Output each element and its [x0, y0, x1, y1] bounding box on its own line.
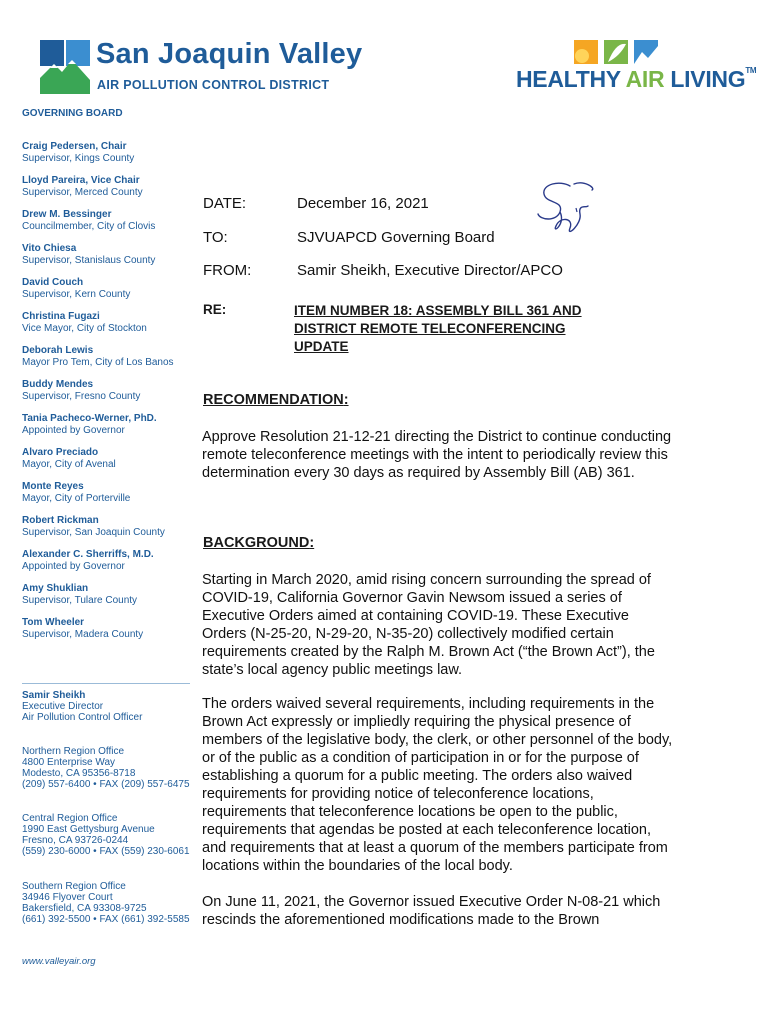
member-role: Mayor, City of Porterville: [22, 493, 131, 504]
office-city: Modesto, CA 95356-8718: [22, 768, 136, 779]
officer-title: Executive Director: [22, 701, 104, 712]
member-name: Christina Fugazi: [22, 311, 100, 322]
board-member: [22, 413, 202, 447]
board-member: [22, 617, 202, 651]
recommendation-heading: RECOMMENDATION:: [203, 392, 349, 408]
board-member: [22, 379, 202, 413]
brand-living: LIVING: [664, 66, 746, 92]
board-member: [22, 141, 202, 175]
re-label: RE:: [203, 302, 227, 317]
member-name: Amy Shuklian: [22, 583, 89, 594]
northern-region-office: [22, 746, 190, 790]
brand-wordmark: [516, 66, 756, 93]
re-line-3: UPDATE: [294, 339, 349, 354]
governing-board-heading: GOVERNING BOARD: [22, 108, 123, 119]
board-member: [22, 583, 202, 617]
trademark: TM: [745, 66, 757, 75]
office-street: 34946 Flyover Court: [22, 892, 113, 903]
member-name: Monte Reyes: [22, 481, 84, 492]
member-role: Supervisor, San Joaquin County: [22, 527, 165, 538]
office-phone: (209) 557-6400 • FAX (209) 557-6475: [22, 779, 190, 790]
member-name: Craig Pedersen, Chair: [22, 141, 127, 152]
to-label: TO:: [203, 229, 228, 246]
mountain-logo-icon: [40, 40, 90, 94]
board-member: [22, 549, 202, 583]
to-value: SJVUAPCD Governing Board: [297, 229, 495, 246]
member-role: Supervisor, Fresno County: [22, 391, 141, 402]
board-member: [22, 311, 202, 345]
officer-name: Samir Sheikh: [22, 690, 86, 701]
date-label: DATE:: [203, 195, 247, 212]
member-role: Supervisor, Madera County: [22, 629, 144, 640]
brand-healthy: HEALTHY: [516, 66, 626, 92]
office-city: Bakersfield, CA 93308-9725: [22, 903, 147, 914]
office-street: 4800 Enterprise Way: [22, 757, 116, 768]
member-name: Drew M. Bessinger: [22, 209, 112, 220]
background-heading-text: BACKGROUND: [203, 535, 310, 551]
board-member: [22, 515, 202, 549]
from-label: FROM:: [203, 262, 252, 279]
member-role: Mayor, City of Avenal: [22, 459, 116, 470]
office-name: Northern Region Office: [22, 746, 125, 757]
date-value: December 16, 2021: [297, 195, 429, 212]
office-phone: (559) 230-6000 • FAX (559) 230-6061: [22, 846, 190, 857]
brand-air: AIR: [625, 66, 665, 92]
member-role: Vice Mayor, City of Stockton: [22, 323, 147, 334]
office-name: Southern Region Office: [22, 881, 126, 892]
member-name: Alexander C. Sherriffs, M.D.: [22, 549, 154, 560]
board-member-list: [22, 141, 202, 651]
member-role: Supervisor, Stanislaus County: [22, 255, 156, 266]
member-name: Robert Rickman: [22, 515, 99, 526]
member-role: Appointed by Governor: [22, 561, 125, 572]
member-role: Mayor Pro Tem, City of Los Banos: [22, 357, 174, 368]
member-name: Tom Wheeler: [22, 617, 85, 628]
healthy-air-living-logo: [516, 36, 757, 96]
office-phone: (661) 392-5500 • FAX (661) 392-5585: [22, 914, 190, 925]
sjv-logo: [40, 38, 363, 98]
org-subtitle: AIR POLLUTION CONTROL DISTRICT: [97, 78, 330, 92]
member-role: Supervisor, Kern County: [22, 289, 131, 300]
org-name: San Joaquin Valley: [96, 38, 363, 70]
background-paragraph-3: On June 11, 2021, the Governor issued Executive Order N-08-21 which rescinds the aforementioned modifications made to the Brown: [202, 894, 661, 928]
member-role: Supervisor, Tulare County: [22, 595, 138, 606]
member-role: Councilmember, City of Clovis: [22, 221, 156, 232]
office-street: 1990 East Gettysburg Avenue: [22, 824, 155, 835]
member-role: Appointed by Governor: [22, 425, 125, 436]
office-city: Fresno, CA 93726-0244: [22, 835, 129, 846]
board-member: [22, 209, 202, 243]
background-paragraph-1: Starting in March 2020, amid rising concern surrounding the spread of COVID-19, California Governor Gavin Newsom issued a series of Executive Orders aimed at containing COVID-19. These Executive Orders (N-25-20, N-29-20, N-35-20) collectively modified certain requirements created by the Ralph M. Brown Act (“the Brown Act”), the state’s local agency public meetings law.: [202, 572, 655, 678]
website-link[interactable]: www.valleyair.org: [22, 956, 96, 967]
member-name: Tania Pacheco-Werner, PhD.: [22, 413, 157, 424]
member-name: Vito Chiesa: [22, 243, 77, 254]
southern-region-office: [22, 881, 190, 925]
recommendation-text: Approve Resolution 21-12-21 directing the District to continue conducting remote teleconference meetings with the intent to periodically review this determination every 30 days as required by Assembly Bill (AB) 361.: [202, 429, 672, 481]
sidebar-divider: [22, 683, 190, 684]
re-line-2: DISTRICT REMOTE TELECONFERENCING: [294, 321, 566, 336]
board-member: [22, 481, 202, 515]
board-member: [22, 447, 202, 481]
board-member: [22, 243, 202, 277]
signature-icon: [530, 178, 600, 240]
member-name: Lloyd Pareira, Vice Chair: [22, 175, 140, 186]
board-member: [22, 345, 202, 379]
office-name: Central Region Office: [22, 813, 118, 824]
member-name: Alvaro Preciado: [22, 447, 99, 458]
executive-officer: [22, 690, 142, 723]
member-role: Supervisor, Merced County: [22, 187, 143, 198]
from-value: Samir Sheikh, Executive Director/APCO: [297, 262, 563, 279]
member-role: Supervisor, Kings County: [22, 153, 135, 164]
member-name: Deborah Lewis: [22, 345, 94, 356]
re-line-1: ITEM NUMBER 18: ASSEMBLY BILL 361 AND: [294, 303, 582, 318]
healthy-air-living-icon: [574, 38, 664, 66]
background-paragraph-2: The orders waived several requirements, including requirements in the Brown Act expressly or impliedly requiring the physical presence of members of the legislative body, the clerk, or other personnel of the body, or of the public as a condition of participation in or for the purpose of establishing a quorum for a public meeting. The orders also waived requirements for providing notice of teleconference locations, requirements that teleconference locations be open to the public, requirements that agendas be posted at each teleconference location, and requirements that at least a quorum of the members participate from locations within the boundaries of the local body.: [202, 696, 673, 874]
officer-title-2: Air Pollution Control Officer: [22, 712, 143, 723]
member-name: David Couch: [22, 277, 84, 288]
central-region-office: [22, 813, 190, 857]
board-member: [22, 175, 202, 209]
board-member: [22, 277, 202, 311]
recommendation-heading-text: RECOMMENDATION: [203, 392, 344, 408]
member-name: Buddy Mendes: [22, 379, 94, 390]
background-heading: BACKGROUND:: [203, 535, 315, 551]
re-subject: [294, 302, 634, 356]
